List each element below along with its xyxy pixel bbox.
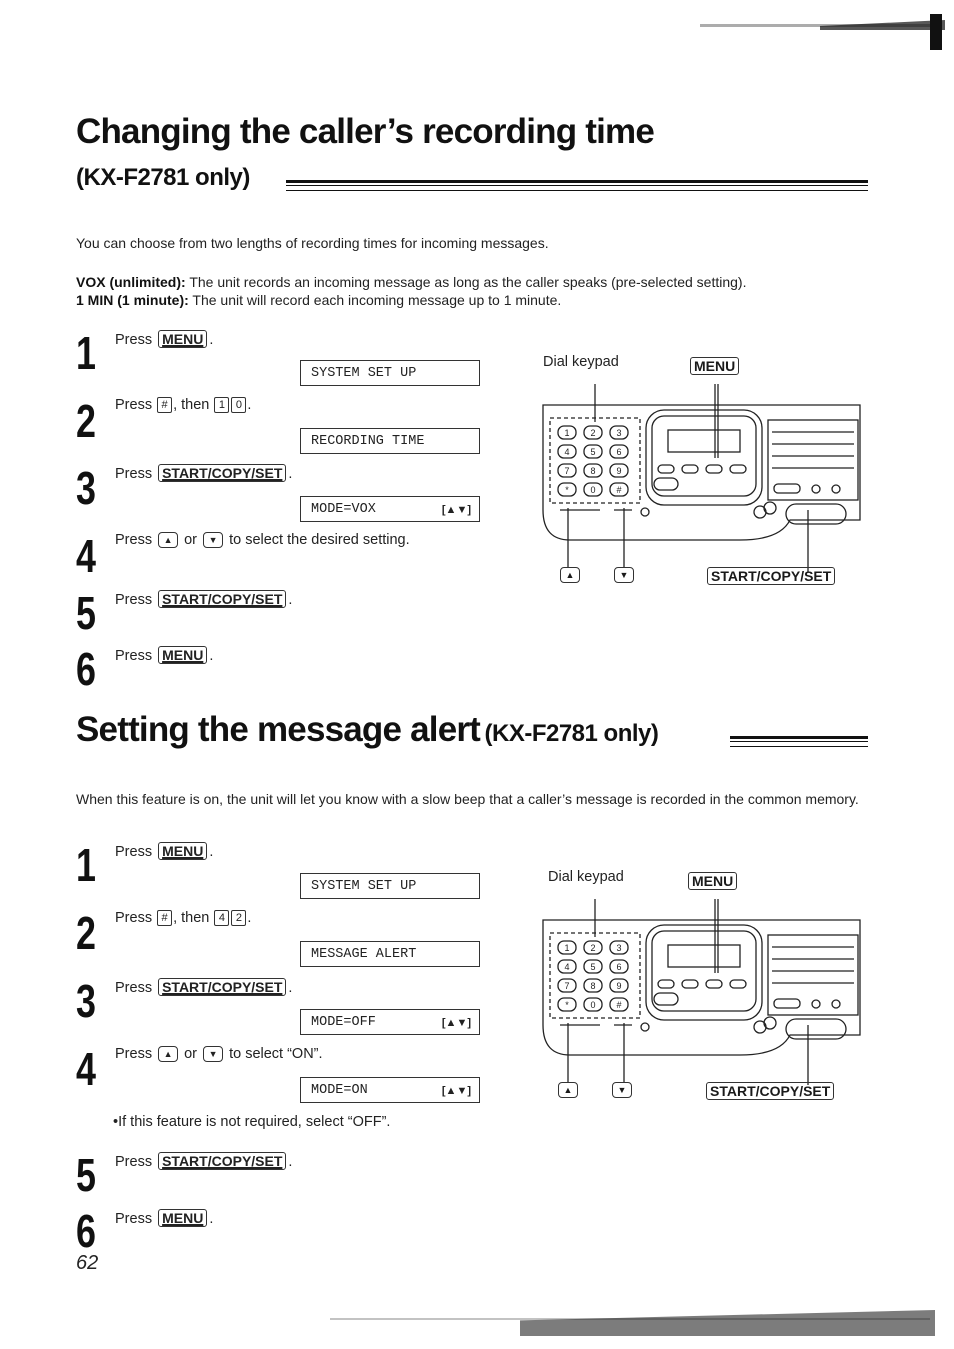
section2-subtitle: (KX-F2781 only) xyxy=(484,720,659,747)
option-1min-term: 1 MIN (1 minute): xyxy=(76,292,189,308)
svg-text:7: 7 xyxy=(564,466,570,476)
display-text: RECORDING TIME xyxy=(311,434,425,449)
digit-key-icon: 1 xyxy=(214,397,229,413)
punct: . xyxy=(209,1211,214,1227)
s1-display-mode-vox xyxy=(300,496,480,522)
s2-note: •If this feature is not required, select “OFF”. xyxy=(113,1114,391,1130)
s1-step6-text xyxy=(115,646,213,664)
s1-step4-text xyxy=(115,532,410,548)
punct: . xyxy=(288,980,293,996)
or-label: or xyxy=(180,532,202,548)
press-label: Press xyxy=(115,592,157,608)
s1-step5-number: 5 xyxy=(76,587,96,639)
punct: . xyxy=(209,648,214,664)
d2-menu-label: MENU xyxy=(688,872,737,890)
press-label: Press xyxy=(115,980,157,996)
start-copy-set-key-icon: START/COPY/SET xyxy=(158,978,286,996)
s2-display-message-alert xyxy=(300,941,480,967)
section1-subtitle: (KX-F2781 only) xyxy=(76,164,250,191)
punct: . xyxy=(288,592,293,608)
svg-text:4: 4 xyxy=(564,962,570,972)
s1-step3-number: 3 xyxy=(76,462,96,514)
menu-key-icon: MENU xyxy=(158,1209,207,1227)
punct: . xyxy=(209,844,214,860)
d1-start-copy-set-label: START/COPY/SET xyxy=(707,567,835,585)
press-label: Press xyxy=(115,466,157,482)
display-text: SYSTEM SET UP xyxy=(311,879,417,894)
svg-text:6: 6 xyxy=(616,962,622,972)
up-down-arrows-icon: [▲▼] xyxy=(441,1085,471,1097)
svg-text:1: 1 xyxy=(564,428,570,438)
section1-title: Changing the caller’s recording time xyxy=(76,112,654,151)
digit-key-icon: 2 xyxy=(231,910,246,926)
s2-step6-text xyxy=(115,1209,213,1227)
up-arrow-icon: ▲ xyxy=(158,532,178,548)
section2-intro: When this feature is on, the unit will let you know with a slow beep that a caller’s message is recorded in the common memory. xyxy=(76,791,859,807)
s2-step2-text xyxy=(115,910,251,926)
step-rest: to select the desired setting. xyxy=(225,532,410,548)
s1-step4-number: 4 xyxy=(76,530,96,582)
section1-intro: You can choose from two lengths of recording times for incoming messages. xyxy=(76,235,549,251)
section1-option-1min xyxy=(76,291,896,309)
press-label: Press xyxy=(115,844,157,860)
svg-text:4: 4 xyxy=(564,447,570,457)
up-arrow-icon: ▲ xyxy=(158,1046,178,1062)
svg-text:2: 2 xyxy=(590,428,596,438)
display-text: MESSAGE ALERT xyxy=(311,947,417,962)
s2-step3-number: 3 xyxy=(76,975,96,1027)
s1-step6-number: 6 xyxy=(76,643,96,695)
s2-display-mode-on xyxy=(300,1077,480,1103)
section2-title: Setting the message alert xyxy=(76,710,481,749)
s2-step3-text xyxy=(115,978,292,996)
svg-text:1: 1 xyxy=(564,943,570,953)
hash-key-icon: # xyxy=(157,397,172,413)
svg-text:*: * xyxy=(565,1000,569,1010)
s1-step1-number: 1 xyxy=(76,327,96,379)
then-label: , then xyxy=(173,397,214,413)
svg-text:5: 5 xyxy=(590,447,596,457)
start-copy-set-key-icon: START/COPY/SET xyxy=(158,464,286,482)
svg-text:2: 2 xyxy=(590,943,596,953)
s2-step1-text xyxy=(115,842,213,860)
start-copy-set-key-icon: START/COPY/SET xyxy=(158,590,286,608)
punct: . xyxy=(209,332,214,348)
press-label: Press xyxy=(115,397,157,413)
punct: . xyxy=(247,910,252,926)
down-arrow-icon: ▼ xyxy=(203,1046,223,1062)
menu-key-icon: MENU xyxy=(158,330,207,348)
s2-step4-text xyxy=(115,1046,323,1062)
up-down-arrows-icon: [▲▼] xyxy=(441,504,471,516)
option-vox-desc: The unit records an incoming message as long as the caller speaks (pre-selected setting). xyxy=(189,274,747,290)
display-text: SYSTEM SET UP xyxy=(311,366,417,381)
digit-key-icon: 4 xyxy=(214,910,229,926)
press-label: Press xyxy=(115,648,157,664)
svg-text:0: 0 xyxy=(590,1000,596,1010)
d2-down-arrow-icon: ▼ xyxy=(612,1082,632,1098)
d1-down-arrow-icon: ▼ xyxy=(614,567,634,583)
s1-step2-number: 2 xyxy=(76,395,96,447)
then-label: , then xyxy=(173,910,214,926)
d1-dial-keypad-label: Dial keypad xyxy=(543,354,619,370)
d2-up-arrow-icon: ▲ xyxy=(558,1082,578,1098)
press-label: Press xyxy=(115,532,157,548)
s2-step5-number: 5 xyxy=(76,1149,96,1201)
start-copy-set-key-icon: START/COPY/SET xyxy=(158,1152,286,1170)
s2-display-system-setup xyxy=(300,873,480,899)
svg-text:9: 9 xyxy=(616,981,622,991)
d2-start-copy-set-label: START/COPY/SET xyxy=(706,1082,834,1100)
svg-text:3: 3 xyxy=(616,428,622,438)
svg-text:#: # xyxy=(616,1000,622,1010)
s2-step6-number: 6 xyxy=(76,1205,96,1257)
punct: . xyxy=(288,1154,293,1170)
d1-fax-machine-icon xyxy=(540,380,865,590)
s1-step2-text xyxy=(115,397,251,413)
svg-text:*: * xyxy=(565,485,569,495)
up-down-arrows-icon: [▲▼] xyxy=(441,1017,471,1029)
svg-text:0: 0 xyxy=(590,485,596,495)
s2-step2-number: 2 xyxy=(76,907,96,959)
svg-text:3: 3 xyxy=(616,943,622,953)
option-1min-desc: The unit will record each incoming message up to 1 minute. xyxy=(192,292,562,308)
section1-rule xyxy=(286,180,868,191)
svg-text:6: 6 xyxy=(616,447,622,457)
display-text: MODE=OFF xyxy=(311,1015,376,1030)
press-label: Press xyxy=(115,1046,157,1062)
section1-option-vox xyxy=(76,273,896,291)
s1-step3-text xyxy=(115,464,292,482)
svg-text:#: # xyxy=(616,485,622,495)
s1-display-recording-time xyxy=(300,428,480,454)
page-number: 62 xyxy=(76,1252,99,1274)
option-vox-term: VOX (unlimited): xyxy=(76,274,186,290)
s1-step1-text xyxy=(115,330,213,348)
or-label: or xyxy=(180,1046,202,1062)
display-text: MODE=VOX xyxy=(311,502,376,517)
section2-heading xyxy=(76,710,658,750)
display-text: MODE=ON xyxy=(311,1083,368,1098)
down-arrow-icon: ▼ xyxy=(203,532,223,548)
s2-step5-text xyxy=(115,1152,292,1170)
press-label: Press xyxy=(115,1211,157,1227)
section2-rule xyxy=(730,736,868,747)
press-label: Press xyxy=(115,332,157,348)
punct: . xyxy=(288,466,293,482)
svg-text:8: 8 xyxy=(590,981,596,991)
press-label: Press xyxy=(115,1154,157,1170)
menu-key-icon: MENU xyxy=(158,842,207,860)
d1-up-arrow-icon: ▲ xyxy=(560,567,580,583)
svg-text:5: 5 xyxy=(590,962,596,972)
s2-step4-number: 4 xyxy=(76,1043,96,1095)
menu-key-icon: MENU xyxy=(158,646,207,664)
digit-key-icon: 0 xyxy=(231,397,246,413)
punct: . xyxy=(247,397,252,413)
hash-key-icon: # xyxy=(157,910,172,926)
s1-display-system-setup xyxy=(300,360,480,386)
press-label: Press xyxy=(115,910,157,926)
s1-step5-text xyxy=(115,590,292,608)
s2-step1-number: 1 xyxy=(76,839,96,891)
step-rest: to select “ON”. xyxy=(225,1046,323,1062)
svg-text:9: 9 xyxy=(616,466,622,476)
d1-menu-label: MENU xyxy=(690,357,739,375)
svg-text:7: 7 xyxy=(564,981,570,991)
s2-display-mode-off xyxy=(300,1009,480,1035)
d2-dial-keypad-label: Dial keypad xyxy=(548,869,624,885)
svg-text:8: 8 xyxy=(590,466,596,476)
d2-fax-machine-icon xyxy=(540,895,865,1105)
